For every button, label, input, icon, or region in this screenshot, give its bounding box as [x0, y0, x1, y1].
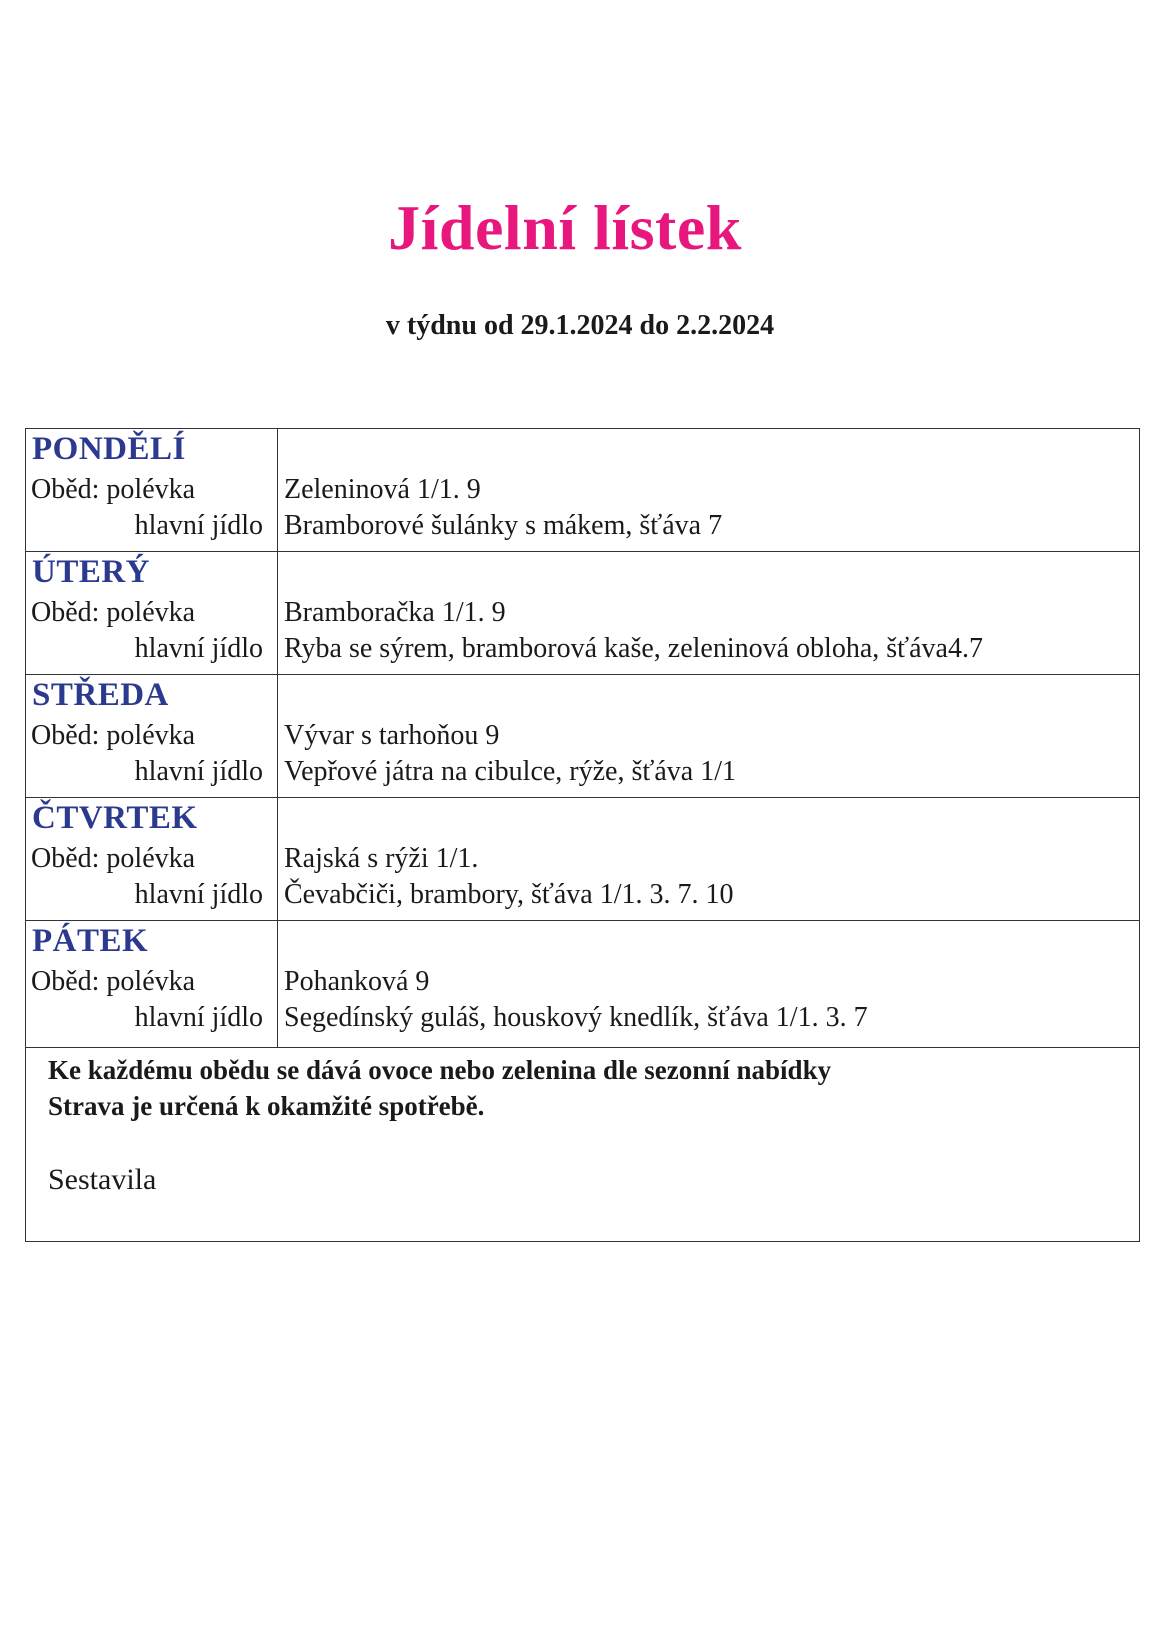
day-name: PONDĚLÍ: [32, 431, 186, 467]
fruit-note: Ke každému obědu se dává ovoce nebo zelenina dle sezonní nabídky: [48, 1055, 832, 1085]
main-dish-label: hlavní jídlo: [134, 1002, 263, 1033]
day-row-wednesday: [26, 675, 1139, 798]
main-dish-item: Ryba se sýrem, bramborová kaše, zeleninová obloha, šťáva4.7: [284, 633, 983, 664]
soup-label: Oběd: polévka: [31, 597, 196, 628]
soup-item: Rajská s rýži 1/1.: [284, 843, 479, 874]
day-label-cell: [26, 921, 278, 1047]
day-label-cell: [26, 675, 278, 797]
main-dish-item: Čevabčiči, brambory, šťáva 1/1. 3. 7. 10: [284, 879, 734, 910]
day-name: ÚTERÝ: [32, 554, 151, 590]
day-row-thursday: [26, 798, 1139, 921]
page-title: Jídelní lístek: [388, 192, 742, 263]
main-dish-label: hlavní jídlo: [134, 510, 263, 541]
main-dish-label: hlavní jídlo: [134, 879, 263, 910]
main-dish-item: Bramborové šulánky s mákem, šťáva 7: [284, 510, 723, 541]
day-name: ČTVRTEK: [32, 800, 198, 836]
soup-label: Oběd: polévka: [31, 843, 196, 874]
day-name: PÁTEK: [32, 923, 149, 959]
consumption-note: Strava je určená k okamžité spotřebě.: [48, 1091, 485, 1121]
day-label-cell: [26, 429, 278, 551]
day-name: STŘEDA: [32, 677, 169, 713]
soup-label: Oběd: polévka: [31, 474, 196, 505]
soup-item: Vývar s tarhoňou 9: [284, 720, 500, 751]
soup-item: Zeleninová 1/1. 9: [284, 474, 481, 505]
day-label-cell: [26, 798, 278, 920]
footer-section: [26, 1048, 1139, 1238]
main-dish-item: Segedínský guláš, houskový knedlík, šťáva 1/1. 3. 7: [284, 1002, 868, 1033]
soup-item: Pohanková 9: [284, 966, 430, 997]
main-dish-label: hlavní jídlo: [134, 633, 263, 664]
main-dish-label: hlavní jídlo: [134, 756, 263, 787]
soup-item: Bramboračka 1/1. 9: [284, 597, 506, 628]
soup-label: Oběd: polévka: [31, 720, 196, 751]
main-dish-item: Vepřové játra na cibulce, rýže, šťáva 1/1: [284, 756, 736, 787]
day-row-tuesday: [26, 552, 1139, 675]
menu-table: [25, 428, 1140, 1242]
day-row-monday: [26, 429, 1139, 552]
soup-label: Oběd: polévka: [31, 966, 196, 997]
day-label-cell: [26, 552, 278, 674]
day-row-friday: [26, 921, 1139, 1048]
signed-by: Sestavila: [48, 1163, 157, 1196]
week-range: v týdnu od 29.1.2024 do 2.2.2024: [385, 310, 775, 341]
